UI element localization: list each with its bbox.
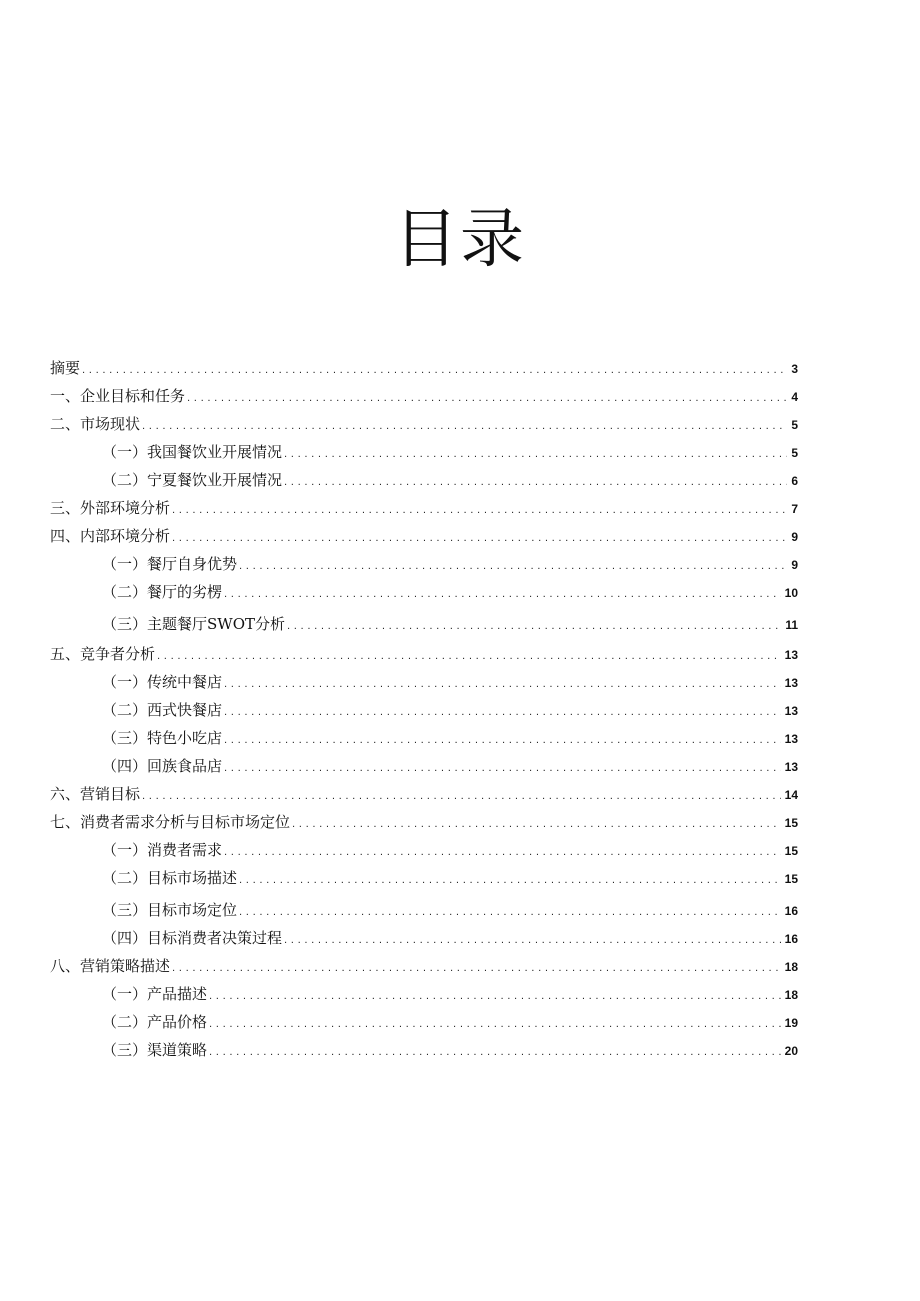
toc-entry[interactable] [102, 612, 798, 636]
toc-entry[interactable] [102, 698, 798, 722]
toc-entry-page-number: 13 [784, 676, 798, 690]
toc-leader-dots [284, 929, 781, 953]
toc-entry-page-number: 9 [791, 530, 798, 544]
table-of-contents [0, 352, 920, 1072]
toc-entry-page-number: 5 [791, 418, 798, 432]
toc-entry[interactable] [50, 356, 798, 380]
toc-entry-label: （三）渠道策略 [102, 1041, 208, 1059]
toc-entry-page-number: 3 [791, 362, 798, 376]
toc-leader-dots [284, 471, 787, 495]
toc-leader-dots [224, 583, 781, 607]
toc-entry-page-number: 19 [784, 1016, 798, 1030]
toc-entry[interactable] [50, 810, 798, 834]
toc-entry-label: （四）目标消费者决策过程 [102, 929, 283, 947]
toc-entry[interactable] [102, 670, 798, 694]
toc-entry-label: （三）特色小吃店 [102, 729, 223, 747]
toc-entry-label: （二）宁夏餐饮业开展情况 [102, 471, 283, 489]
toc-entry-page-number: 11 [785, 618, 798, 632]
toc-entry[interactable] [102, 898, 798, 922]
toc-leader-dots [224, 729, 781, 753]
toc-entry[interactable] [102, 866, 798, 890]
toc-entry-page-number: 13 [784, 732, 798, 746]
toc-entry[interactable] [102, 580, 798, 604]
toc-entry[interactable] [102, 726, 798, 750]
toc-leader-dots [292, 813, 781, 837]
toc-entry[interactable] [102, 1010, 798, 1034]
toc-entry-label: （二）目标市场描述 [102, 869, 238, 887]
toc-entry-page-number: 16 [784, 932, 798, 946]
toc-entry-page-number: 10 [784, 586, 798, 600]
toc-entry[interactable] [102, 468, 798, 492]
toc-entry-page-number: 4 [791, 390, 798, 404]
toc-entry-page-number: 7 [791, 502, 798, 516]
toc-leader-dots [224, 841, 781, 865]
toc-entry-page-number: 5 [791, 446, 798, 460]
toc-entry[interactable] [102, 754, 798, 778]
toc-entry-label: 四、内部环境分析 [50, 527, 171, 545]
toc-leader-dots [224, 701, 781, 725]
toc-entry-page-number: 15 [784, 816, 798, 830]
toc-leader-dots [209, 1013, 781, 1037]
page-title: 目录 [394, 203, 526, 277]
toc-entry-label: （二）产品价格 [102, 1013, 208, 1031]
toc-entry[interactable] [102, 926, 798, 950]
toc-entry-page-number: 9 [791, 558, 798, 572]
toc-entry-label: （一）我国餐饮业开展情况 [102, 443, 283, 461]
toc-entry-label: 三、外部环境分析 [50, 499, 171, 517]
toc-entry-label: 六、营销目标 [50, 785, 141, 803]
toc-entry-label: （一）消费者需求 [102, 841, 223, 859]
toc-entry-page-number: 20 [784, 1044, 798, 1058]
toc-leader-dots [142, 415, 787, 439]
toc-entry-label: （一）传统中餐店 [102, 673, 223, 691]
toc-entry-label: （二）西式快餐店 [102, 701, 223, 719]
toc-entry-label: （四）回族食品店 [102, 757, 223, 775]
toc-entry-label: 七、消费者需求分析与目标市场定位 [50, 813, 291, 831]
toc-leader-dots [239, 869, 781, 893]
toc-leader-dots [209, 985, 781, 1009]
toc-entry[interactable] [50, 524, 798, 548]
toc-entry-page-number: 18 [784, 960, 798, 974]
toc-entry[interactable] [102, 838, 798, 862]
toc-leader-dots [224, 757, 781, 781]
toc-entry-label: （三）主题餐厅SWOT分析 [102, 615, 285, 633]
toc-leader-dots [187, 387, 787, 411]
toc-leader-dots [157, 645, 781, 669]
toc-entry[interactable] [50, 782, 798, 806]
toc-entry-label: 摘要 [50, 359, 81, 377]
toc-entry-label: （三）目标市场定位 [102, 901, 238, 919]
toc-leader-dots [172, 957, 781, 981]
toc-entry-page-number: 13 [784, 648, 798, 662]
toc-leader-dots [82, 359, 787, 383]
toc-entry-page-number: 18 [784, 988, 798, 1002]
toc-leader-dots [172, 499, 787, 523]
toc-entry[interactable] [102, 552, 798, 576]
toc-entry-label: 一、企业目标和任务 [50, 387, 186, 405]
toc-entry-label: （一）餐厅自身优势 [102, 555, 238, 573]
toc-entry[interactable] [50, 642, 798, 666]
toc-entry-page-number: 15 [784, 844, 798, 858]
toc-entry-label: （一）产品描述 [102, 985, 208, 1003]
toc-leader-dots [239, 901, 781, 925]
toc-entry-page-number: 16 [784, 904, 798, 918]
toc-entry[interactable] [102, 982, 798, 1006]
toc-leader-dots [287, 615, 781, 639]
toc-entry-page-number: 13 [784, 704, 798, 718]
toc-entry[interactable] [102, 440, 798, 464]
toc-entry-page-number: 14 [784, 788, 798, 802]
toc-leader-dots [209, 1041, 781, 1065]
toc-entry[interactable] [50, 496, 798, 520]
toc-entry-page-number: 15 [784, 872, 798, 886]
toc-entry-label: （二）餐厅的劣楞 [102, 583, 223, 601]
toc-entry[interactable] [102, 1038, 798, 1062]
toc-entry[interactable] [50, 954, 798, 978]
toc-entry[interactable] [50, 412, 798, 436]
toc-entry-label: 二、市场现状 [50, 415, 141, 433]
toc-leader-dots [284, 443, 787, 467]
toc-entry[interactable] [50, 384, 798, 408]
toc-entry-label: 八、营销策略描述 [50, 957, 171, 975]
toc-entry-page-number: 13 [784, 760, 798, 774]
toc-leader-dots [224, 673, 781, 697]
toc-leader-dots [239, 555, 787, 579]
toc-entry-page-number: 6 [791, 474, 798, 488]
toc-leader-dots [142, 785, 781, 809]
toc-leader-dots [172, 527, 787, 551]
toc-entry-label: 五、竞争者分析 [50, 645, 156, 663]
